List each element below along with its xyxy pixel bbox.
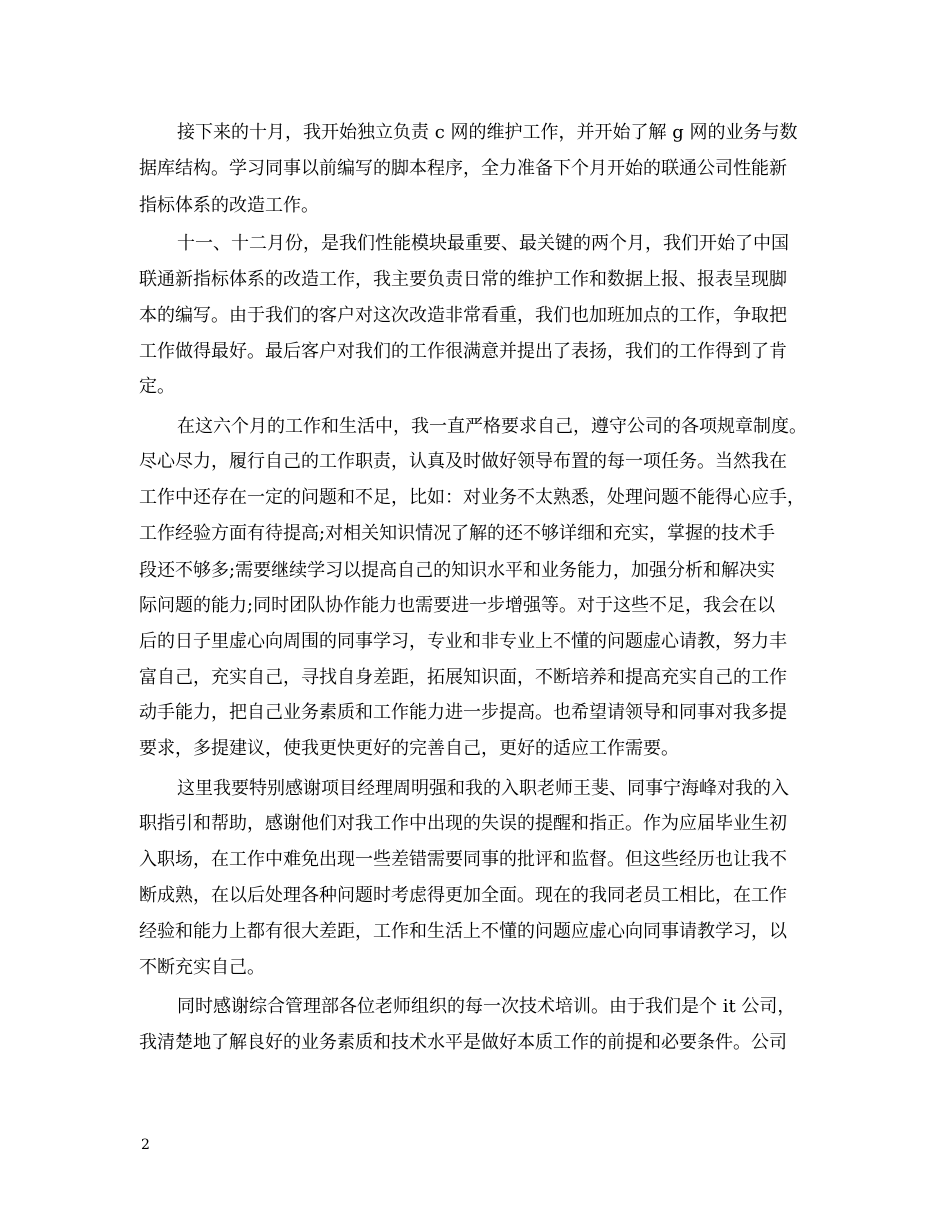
paragraph-2-line-2: 联通新指标体系的改造工作，我主要负责日常的维护工作和数据上报、报表呈现脚 [139,269,787,290]
paragraph-4-line-6: 不断充实自己。 [139,957,265,978]
paragraph-4-line-2: 职指引和帮助，感谢他们对我工作中出现的失误的提醒和指正。作为应届毕业生初 [139,813,787,834]
paragraph-5-line-2: 我清楚地了解良好的业务素质和技术水平是做好本质工作的前提和必要条件。公司 [139,1032,787,1053]
paragraph-4-line-1: 这里我要特别感谢项目经理周明强和我的入职老师王斐、同事宁海峰对我的入 [177,778,789,799]
paragraph-3-line-4: 工作经验方面有待提高;对相关知识情况了解的还不够详细和充实，掌握的技术手 [139,523,776,544]
paragraph-3-line-1: 在这六个月的工作和生活中，我一直严格要求自己，遵守公司的各项规章制度。 [177,416,807,437]
paragraph-4-line-3: 入职场，在工作中难免出现一些差错需要同事的批评和监督。但这些经历也让我不 [139,849,787,870]
paragraph-3-line-9: 动手能力，把自己业务素质和工作能力进一步提高。也希望请领导和同事对我多提 [139,702,787,723]
paragraph-2-line-1: 十一、十二月份，是我们性能模块最重要、最关键的两个月，我们开始了中国 [177,233,789,254]
paragraph-1-line-3: 指标体系的改造工作。 [139,195,319,216]
paragraph-2-line-4: 工作做得最好。最后客户对我们的工作很满意并提出了表扬，我们的工作得到了肯 [139,341,787,362]
paragraph-3-line-10: 要求，多提建议，使我更快更好的完善自己，更好的适应工作需要。 [139,738,679,759]
paragraph-4-line-5: 经验和能力上都有很大差距，工作和生活上不懂的问题应虚心向同事请教学习，以 [139,921,787,942]
paragraph-3-line-6: 际问题的能力;同时团队协作能力也需要进一步增强等。对于这些不足，我会在以 [139,595,776,616]
paragraph-1-line-2: 据库结构。学习同事以前编写的脚本程序，全力准备下个月开始的联通公司性能新 [139,158,787,179]
paragraph-2-line-5: 定。 [139,376,175,397]
paragraph-3-line-7: 后的日子里虚心向周围的同事学习，专业和非专业上不懂的问题虚心请教，努力丰 [139,631,787,652]
paragraph-3-line-8: 富自己，充实自己，寻找自身差距，拓展知识面，不断培养和提高充实自己的工作 [139,667,787,688]
paragraph-3-line-3: 工作中还存在一定的问题和不足，比如：对业务不太熟悉，处理问题不能得心应手， [139,487,805,508]
page-number: 2 [141,1137,150,1153]
paragraph-3-line-5: 段还不够多;需要继续学习以提高自己的知识水平和业务能力，加强分析和解决实 [139,560,776,581]
paragraph-3-line-2: 尽心尽力，履行自己的工作职责，认真及时做好领导布置的每一项任务。当然我在 [139,451,787,472]
paragraph-1-line-1: 接下来的十月，我开始独立负责 c 网的维护工作，并开始了解 g 网的业务与数 [177,122,798,143]
paragraph-5-line-1: 同时感谢综合管理部各位老师组织的每一次技术培训。由于我们是个 it 公司， [177,996,796,1017]
paragraph-4-line-4: 断成熟，在以后处理各种问题时考虑得更加全面。现在的我同老员工相比，在工作 [139,885,787,906]
paragraph-2-line-3: 本的编写。由于我们的客户对这次改造非常看重，我们也加班加点的工作，争取把 [139,305,787,326]
